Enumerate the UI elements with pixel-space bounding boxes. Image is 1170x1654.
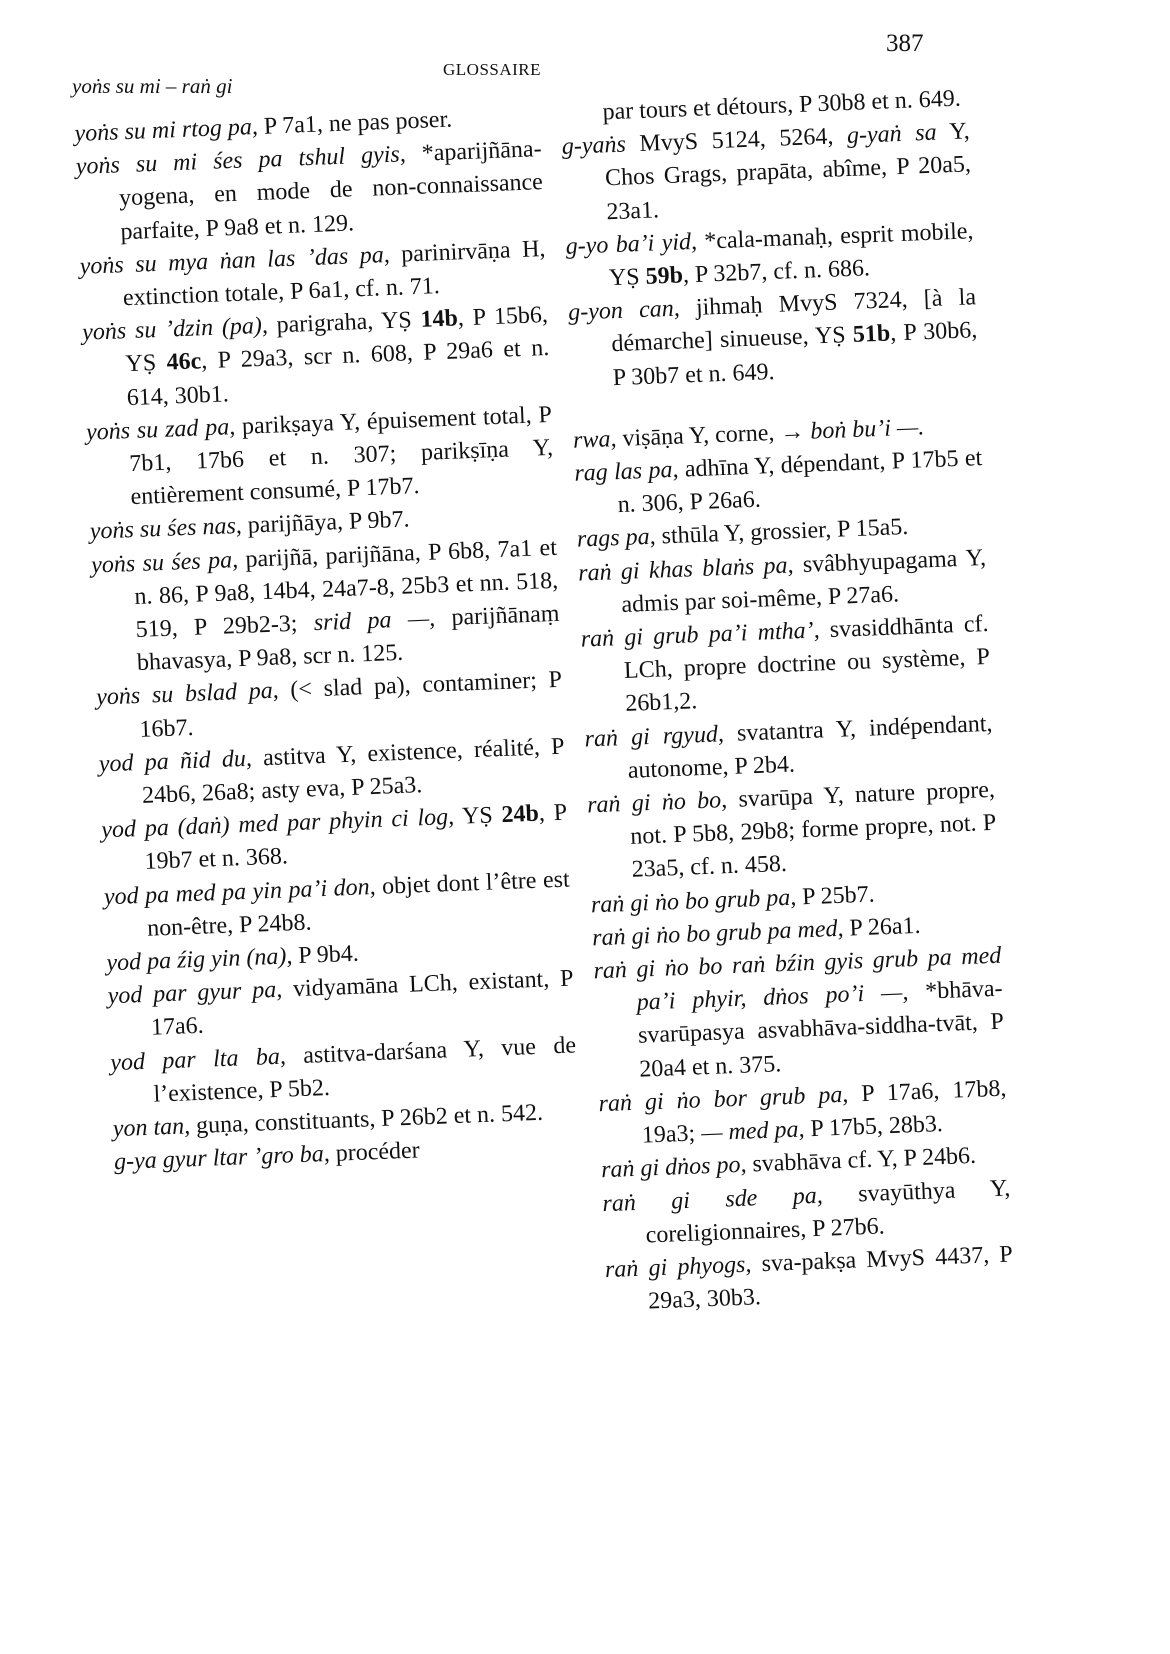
glossary-entry [580,608,992,723]
entry-text: objet dont l’être est non-être, P 24b8. [146,866,571,942]
entry-headword: yoṅs su bslad pa, [95,678,280,712]
glossary-entry [75,133,544,250]
section-title: GLOSSAIRE [443,60,542,79]
glossary-entry [82,299,551,416]
entry-text: adhīna Y, dépendant, P 17b5 et n. 306, P 26a6. [617,445,983,519]
entry-text: svayūthya Y, coreligionnaires, P 27b6. [645,1175,1011,1249]
entry-text: svasiddhānta cf. LCh, propre doctrine ou système, P 26b1,2. [623,610,991,718]
entry-text: 59b [645,262,684,290]
entry-text: (< slad pa), contaminer; P 16b7. [139,667,563,743]
entry-text: srid pa —, [313,605,436,637]
entry-headword: g-yaṅs [561,131,627,161]
left-column [74,100,580,1180]
entry-text: svarūpa Y, nature propre, not. P 5b8, 29b8; forme propre, not. P 23a5, cf. n. 458. [629,776,997,884]
entry-headword: raṅ gi ṅo bo raṅ bźin gyis grub pa med pa’i phyir, dṅos po’i —, [593,942,1002,1016]
entry-headword: rwa, [572,425,617,454]
entry-headword: yod pa źig yin (na), [105,943,293,977]
entry-text: boṅ bu’i —. [809,414,925,445]
entry-headword: yoṅs su mi śes pa tshul gyis, [75,141,407,181]
entry-headword: raṅ gi ṅo bo, [586,787,728,819]
entry-text: Y, Chos Grags, prapāta, abîme, P 20a5, 23a1. [604,118,972,225]
entry-text: *cala-manaḥ, esprit mobile, YṢ [608,218,974,292]
entry-headword: g-yo ba’i yid, [565,228,698,260]
entry-text: , P 32b7, cf. n. 686. [682,255,871,289]
entry-text: YṢ [453,802,503,831]
right-column [560,82,1015,1320]
entry-headword: yoṅs su śes pa, [90,546,239,579]
entry-text: sthūla Y, grossier, P 15a5. [655,514,909,551]
entry-headword: yod pa med pa yin pa’i don, [103,873,377,911]
entry-headword: raṅ gi ṅo bo grub pa med, [591,915,844,952]
entry-text: 51b [852,320,891,349]
entry-text: 14b [420,305,459,334]
entry-text: P 26a1. [842,912,921,942]
entry-headword: yon tan, [112,1113,191,1143]
entry-text: , P 29a3, scr n. 608, P 29a6 et n. 614, 30b1. [126,335,550,411]
entry-headword: yoṅs su zad pa, [85,413,236,446]
entry-text: P 17b5, 28b3. [803,1111,944,1143]
glossary-entry [561,116,973,231]
entry-text: *bhāva-svarūpasya asvabhāva-siddha-tvāt, P 20a4 et n. 375. [637,975,1005,1083]
entry-headword: raṅ gi ṅo bo grub pa, [590,884,797,919]
entry-headword: raṅ gi khas blaṅs pa, [577,552,794,587]
entry-text: sva-pakṣa MvyS 4437, P 29a3, 30b3. [647,1241,1014,1315]
glossary-entry [91,531,562,682]
entry-headword: g-yon can, [567,295,681,327]
entry-headword: raṅ gi grub pa’i mtha’, [580,617,821,653]
entry-text: jihmaḥ MvyS 7324, [à la démarche] sinueuse, YṢ [611,284,977,358]
entry-text: astitva Y, existence, réalité, P 24b6, 26a8; asty eva, P 25a3. [141,733,565,809]
entry-headword: yod pa ñid du, [98,745,253,778]
entry-headword: raṅ gi ṅo bor grub pa, [598,1081,849,1118]
entry-text: parijñā, parijñāna, P 6b8, 7a1 et n. 86, P 9a8, 14b4, 24a7-8, 25b3 et nn. 518, 519, P 29b2-3; [133,534,559,644]
entry-headword: yoṅs su ’dzin (pa), [81,312,269,347]
glossary-entry [85,399,554,516]
entry-text: parikṣaya Y, épuisement total, P 7b1, 17b6 et n. 307; parikṣīṇa Y, entièrement consumé, P 17b7. [128,401,554,511]
entry-text: parigraha, YṢ [267,307,422,339]
entry-headword: yod pa (daṅ) med par phyin ci log, [100,804,455,844]
glossary-entry [587,774,999,889]
entry-text: astitva-darśana Y, vue de l’existence, P 5b2. [153,1032,577,1108]
entry-headword: raṅ gi sde pa, [601,1182,824,1217]
glossary-entry [568,281,980,396]
entry-headword: g-ya gyur ltar ’gro ba, [113,1141,331,1176]
entry-text: vidyamāna LCh, existant, P 17a6. [150,965,574,1042]
entry-headword: raṅ gi phyogs, [604,1251,752,1284]
entry-headword: rags pa, [576,524,657,554]
entry-text: svatantra Y, indépendant, autonome, P 2b4. [627,710,993,784]
entry-text: *aparijñāna-yogena, en mode de non-connaissance parfaite, P 9a8 et n. 129. [118,136,544,245]
entry-text: par tours et détours, P 30b8 et n. 649. [602,85,962,126]
glossary-entry [593,940,1006,1088]
entry-text: g-yaṅ sa [846,119,938,150]
entry-text: , P 15b6, YṢ [125,302,549,378]
entry-text: P 7a1, ne pas poser. [257,106,453,140]
entry-headword: yoṅs su śes nas, [89,513,243,546]
entry-text: , P 30b6, P 30b7 et n. 649. [612,317,978,391]
entry-text: procéder [329,1137,421,1168]
entry-headword: rag las pa, [573,456,679,487]
entry-text: — med pa, [700,1116,805,1147]
entry-text: parijñāya, P 9b7. [241,506,410,540]
entry-text: MvyS 5124, 5264, [625,123,848,158]
entry-headword: yoṅs su mi rtog pa, [74,113,259,147]
page-number: 387 [886,30,924,57]
entry-headword: raṅ gi dṅos po, [600,1151,747,1184]
entry-text: parinirvāṇa H, extinction totale, P 6a1, cf. n. 71. [122,235,546,312]
entry-text: svâbhyupagama Y, admis par soi-même, P 27a6. [621,544,987,618]
entry-headword: yoṅs su mya ṅan las ’das pa, [79,241,391,280]
entry-text: P 17a6, 17b8, 19a3; [641,1075,1007,1149]
entry-text: P 25b7. [795,881,876,911]
entry-text: 24b [501,800,540,829]
entry-text: viṣāṇa Y, corne, → [615,418,811,452]
entry-text: , P 19b7 et n. 368. [144,799,568,876]
entry-text: P 9b4. [291,940,360,970]
entry-headword: yod par gyur pa, [107,976,283,1010]
entry-text: 46c [166,348,202,377]
entry-text: svabhāva cf. Y, P 24b6. [745,1143,977,1178]
running-head: yoṅs su mi – raṅ gi [72,74,233,98]
entry-text: parijñānaṃ bhavasya, P 9a8, scr n. 125. [136,600,560,677]
entry-headword: raṅ gi rgyud, [584,720,725,753]
entry-text: guṇa, constituants, P 26b2 et n. 542. [189,1099,544,1140]
entry-headword: yod par lta ba, [109,1043,287,1076]
